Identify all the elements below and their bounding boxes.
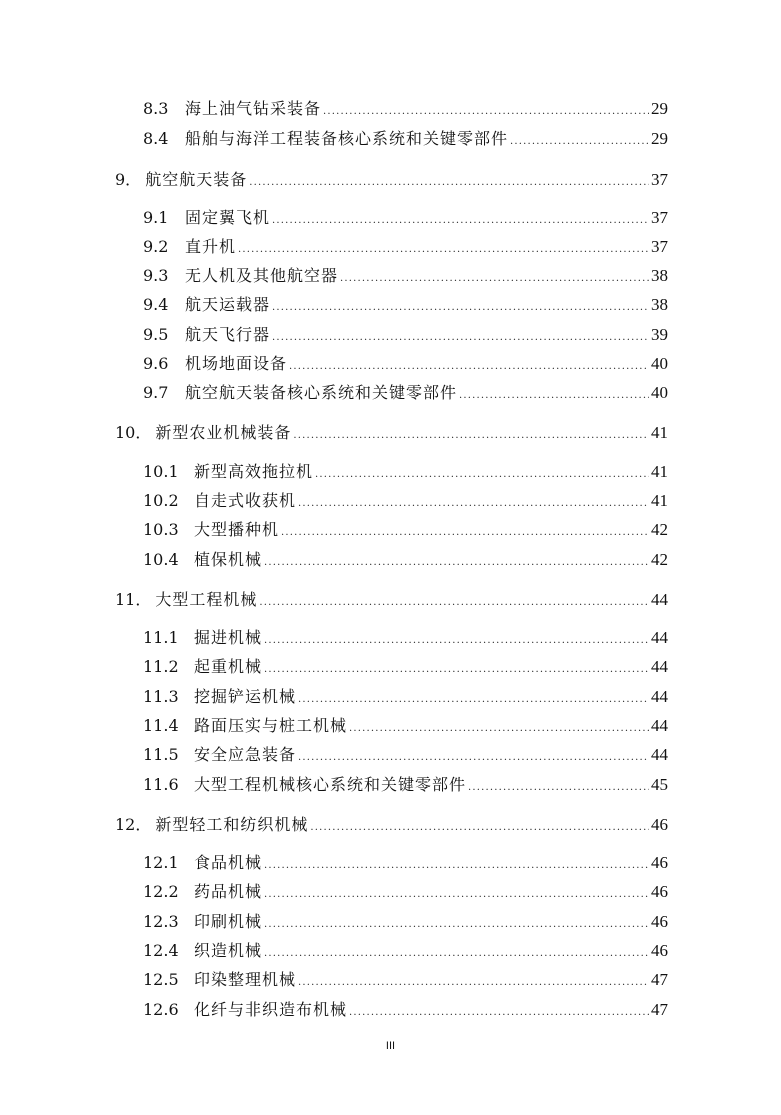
chapter-title: 新型农业机械装备: [155, 423, 292, 442]
entry-title: 船舶与海洋工程装备核心系统和关键零部件: [185, 129, 509, 148]
entry-page: 46: [651, 853, 668, 872]
dot-leader: [349, 1003, 649, 1023]
dot-leader: [468, 778, 649, 798]
entry-number: 12.3: [143, 912, 179, 931]
dot-leader: [323, 102, 649, 122]
entry-page: 41: [651, 462, 668, 481]
chapter-number: 9．: [115, 170, 142, 189]
dot-leader: [298, 494, 649, 514]
entry-title: 印染整理机械: [194, 970, 297, 989]
entry-title: 路面压实与桩工机械: [194, 716, 348, 735]
toc-entry[interactable]: [143, 325, 668, 348]
entry-number: 8.4: [143, 129, 169, 148]
entry-number: 9.1: [143, 208, 169, 227]
entry-title: 大型播种机: [194, 520, 280, 539]
entry-number: 12.1: [143, 853, 179, 872]
dot-leader: [264, 885, 649, 905]
entry-title: 药品机械: [194, 882, 263, 901]
entry-title: 印刷机械: [194, 912, 263, 931]
entry-page: 46: [651, 815, 668, 834]
toc-entry[interactable]: [143, 295, 668, 318]
dot-leader: [264, 944, 649, 964]
entry-title: 起重机械: [194, 657, 263, 676]
entry-page: 37: [651, 208, 668, 227]
entry-title: 固定翼飞机: [185, 208, 271, 227]
entry-page: 44: [651, 590, 668, 609]
entry-title: 挖掘铲运机械: [194, 687, 297, 706]
dot-leader: [264, 631, 649, 651]
dot-leader: [340, 269, 649, 289]
toc-entry[interactable]: [143, 237, 668, 260]
toc-entry[interactable]: [143, 550, 668, 573]
entry-page: 46: [651, 882, 668, 901]
entry-page: 46: [651, 912, 668, 931]
chapter-title: 大型工程机械: [155, 590, 258, 609]
dot-leader: [310, 818, 649, 838]
entry-number: 11.5: [143, 745, 179, 764]
entry-title: 新型高效拖拉机: [194, 462, 314, 481]
entry-number: 9.6: [143, 354, 169, 373]
toc-entry[interactable]: [143, 882, 668, 905]
entry-title: 食品机械: [194, 853, 263, 872]
entry-number: 12.6: [143, 1000, 179, 1019]
entry-page: 44: [651, 657, 668, 676]
entry-number: 11.2: [143, 657, 179, 676]
entry-title: 安全应急装备: [194, 745, 297, 764]
entry-number: 10.2: [143, 491, 179, 510]
page-numeral-footer: III: [385, 1040, 396, 1052]
dot-leader: [289, 357, 649, 377]
entry-page: 42: [651, 550, 668, 569]
toc-chapter-entry[interactable]: [115, 590, 668, 613]
entry-page: 42: [651, 520, 668, 539]
entry-page: 29: [651, 129, 668, 148]
entry-page: 40: [651, 383, 668, 402]
toc-entry[interactable]: [143, 775, 668, 798]
toc-entry[interactable]: [143, 266, 668, 289]
dot-leader: [238, 240, 649, 260]
entry-page: 38: [651, 295, 668, 314]
dot-leader: [264, 856, 649, 876]
dot-leader: [315, 465, 649, 485]
entry-number: 11.6: [143, 775, 179, 794]
chapter-title: 航空航天装备: [145, 170, 248, 189]
entry-title: 直升机: [185, 237, 237, 256]
toc-chapter-entry[interactable]: [115, 815, 668, 838]
dot-leader: [264, 553, 649, 573]
entry-page: 45: [651, 775, 668, 794]
dot-leader: [349, 719, 649, 739]
entry-title: 航天飞行器: [185, 325, 271, 344]
toc-entry[interactable]: [143, 628, 668, 651]
toc-entry[interactable]: [143, 853, 668, 876]
entry-title: 化纤与非织造布机械: [194, 1000, 348, 1019]
entry-page: 29: [651, 99, 668, 118]
toc-entry[interactable]: [143, 383, 668, 406]
toc-entry[interactable]: [143, 354, 668, 377]
entry-page: 44: [651, 628, 668, 647]
toc-entry[interactable]: [143, 520, 668, 543]
dot-leader: [259, 593, 649, 613]
entry-number: 10.4: [143, 550, 179, 569]
toc-chapter-entry[interactable]: [115, 170, 668, 193]
toc-entry[interactable]: [143, 912, 668, 935]
toc-entry[interactable]: [143, 745, 668, 768]
toc-entry[interactable]: [143, 462, 668, 485]
dot-leader: [264, 660, 649, 680]
entry-page: 38: [651, 266, 668, 285]
dot-leader: [249, 173, 649, 193]
toc-entry[interactable]: [143, 1000, 668, 1023]
toc-entry[interactable]: [143, 941, 668, 964]
entry-number: 8.3: [143, 99, 169, 118]
toc-entry[interactable]: [143, 970, 668, 993]
entry-number: 12.2: [143, 882, 179, 901]
dot-leader: [298, 973, 649, 993]
entry-title: 自走式收获机: [194, 491, 297, 510]
entry-page: 44: [651, 745, 668, 764]
entry-title: 海上油气钻采装备: [185, 99, 322, 118]
dot-leader: [510, 132, 649, 152]
entry-number: 9.5: [143, 325, 169, 344]
entry-number: 11.1: [143, 628, 179, 647]
toc-entry[interactable]: [143, 99, 668, 122]
entry-page: 44: [651, 716, 668, 735]
entry-page: 41: [651, 491, 668, 510]
entry-title: 航天运载器: [185, 295, 271, 314]
entry-page: 37: [651, 170, 668, 189]
entry-title: 无人机及其他航空器: [185, 266, 339, 285]
entry-number: 9.4: [143, 295, 169, 314]
toc-entry[interactable]: [143, 687, 668, 710]
dot-leader: [298, 690, 649, 710]
chapter-number: 11．: [115, 590, 152, 609]
toc-chapter-entry[interactable]: [115, 423, 668, 446]
entry-number: 9.2: [143, 237, 169, 256]
entry-page: 46: [651, 941, 668, 960]
dot-leader: [264, 915, 649, 935]
entry-title: 掘进机械: [194, 628, 263, 647]
entry-number: 10.1: [143, 462, 179, 481]
toc-entry[interactable]: [143, 716, 668, 739]
toc-entry[interactable]: [143, 491, 668, 514]
dot-leader: [298, 748, 649, 768]
entry-title: 机场地面设备: [185, 354, 288, 373]
entry-title: 织造机械: [194, 941, 263, 960]
entry-number: 11.4: [143, 716, 179, 735]
entry-page: 39: [651, 325, 668, 344]
entry-page: 40: [651, 354, 668, 373]
entry-number: 12.5: [143, 970, 179, 989]
entry-number: 12.4: [143, 941, 179, 960]
dot-leader: [272, 211, 649, 231]
dot-leader: [272, 328, 649, 348]
entry-title: 植保机械: [194, 550, 263, 569]
dot-leader: [293, 426, 649, 446]
dot-leader: [459, 386, 649, 406]
chapter-number: 10．: [115, 423, 152, 442]
toc-entry[interactable]: [143, 129, 668, 152]
chapter-title: 新型轻工和纺织机械: [155, 815, 309, 834]
entry-number: 11.3: [143, 687, 179, 706]
entry-number: 10.3: [143, 520, 179, 539]
entry-number: 9.3: [143, 266, 169, 285]
dot-leader: [272, 298, 649, 318]
chapter-number: 12．: [115, 815, 152, 834]
entry-page: 44: [651, 687, 668, 706]
entry-title: 航空航天装备核心系统和关键零部件: [185, 383, 458, 402]
entry-page: 37: [651, 237, 668, 256]
toc-entry[interactable]: [143, 208, 668, 231]
toc-entry[interactable]: [143, 657, 668, 680]
entry-page: 47: [651, 1000, 668, 1019]
entry-title: 大型工程机械核心系统和关键零部件: [194, 775, 467, 794]
dot-leader: [281, 523, 649, 543]
entry-number: 9.7: [143, 383, 169, 402]
entry-page: 47: [651, 970, 668, 989]
entry-page: 41: [651, 423, 668, 442]
